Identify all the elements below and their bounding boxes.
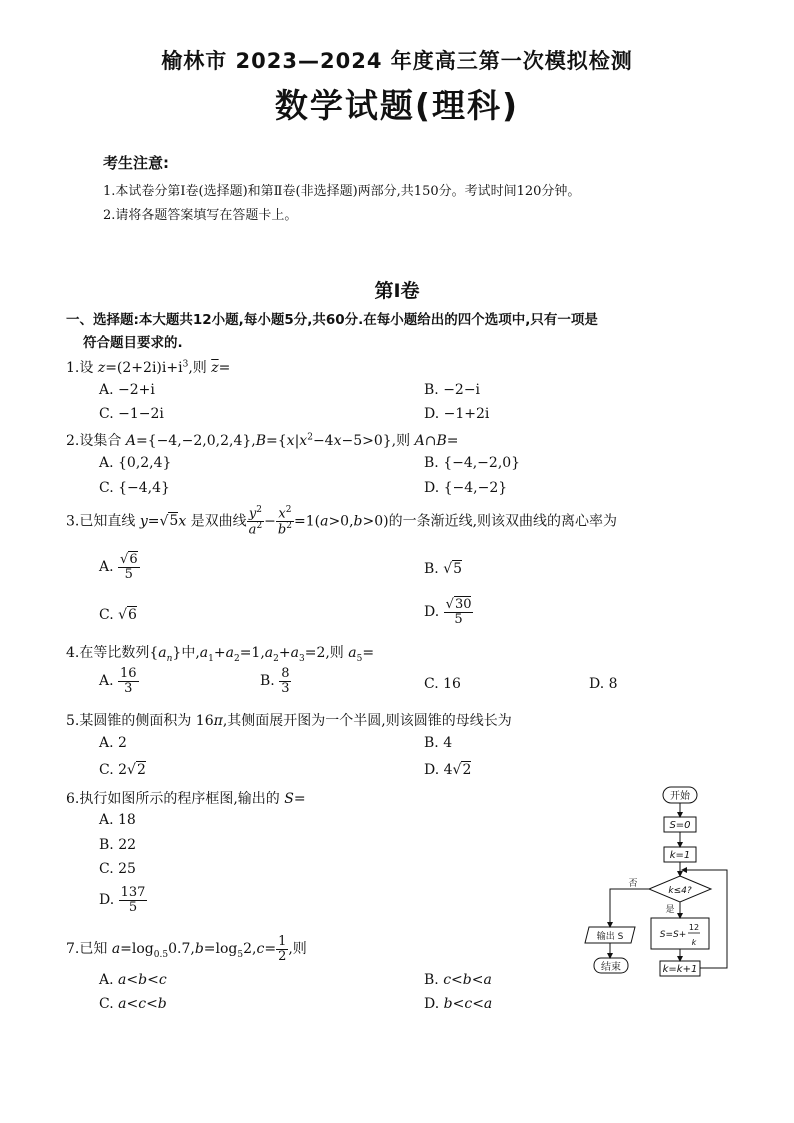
flow-start-label: 开始 bbox=[670, 791, 690, 802]
q1-option-b: B. −2−i bbox=[424, 382, 481, 398]
q3-option-c: C. √6 bbox=[99, 607, 137, 623]
volume-heading: 第Ⅰ卷 bbox=[374, 280, 420, 302]
note-item-1: 1.本试卷分第Ⅰ卷(选择题)和第Ⅱ卷(非选择题)两部分,共150分。考试时间120分钟。 bbox=[103, 184, 581, 199]
exam-title-line2: 数学试题(理科) bbox=[274, 86, 520, 125]
question-7: 7.已知 $a=\log_{0.5}0.7,b=\log_52,c=$ $\frac{1}{2}$ ,则 bbox=[66, 934, 307, 964]
q6-option-c: C. 25 bbox=[99, 861, 136, 877]
q3-option-a: A. $\frac{√6}{5}$ bbox=[99, 552, 138, 582]
flow-no-label: 否 bbox=[628, 879, 638, 889]
flow-init-s-label: S=0 bbox=[669, 820, 691, 831]
flow-update-k-label: k=k+1 bbox=[662, 964, 698, 975]
q5-option-b: B. 4 bbox=[424, 735, 453, 751]
flow-yes-label: 是 bbox=[665, 905, 675, 915]
q7-option-a: A. a<b<c bbox=[99, 972, 167, 988]
q6-option-b: B. 22 bbox=[99, 837, 137, 853]
flow-update-denominator: k bbox=[691, 938, 697, 947]
note-item-2: 2.请将各题答案填写在答题卡上。 bbox=[103, 208, 298, 223]
question-3: 3.已知直线 y=√5x 是双曲线 $\frac{y^2}{a^2}$ − $\frac{x^2}{b^2}$ =1(a>0,b>0)的一条渐近线,则该双曲线的离心率为 bbox=[66, 505, 618, 538]
flow-update-s-label: S=S+ bbox=[659, 930, 687, 940]
question-6: 6.执行如图所示的程序框图,输出的 S= bbox=[66, 791, 306, 807]
q3-option-b: B. √5 bbox=[424, 561, 463, 577]
q6-option-d: D. $\frac{137}{5}$ bbox=[99, 885, 146, 915]
flow-end-label: 结束 bbox=[601, 962, 621, 973]
question-5: 5.某圆锥的侧面积为 16π,其侧面展开图为一个半圆,则该圆锥的母线长为 bbox=[66, 713, 512, 729]
q5-option-a: A. 2 bbox=[99, 735, 127, 751]
flow-output-label: 输出 S bbox=[596, 932, 624, 942]
question-2: 2.设集合 $A=\{-4,-2,0,2,4\},B=\{x|x^2-4x-5>0\}$,则 A∩B= bbox=[66, 432, 459, 449]
q5-option-d: D. 4√2 bbox=[424, 762, 472, 778]
q3-option-d: D. $\frac{√30}{5}$ bbox=[424, 597, 472, 627]
q4-option-b: B. $\frac{8}{3}$ bbox=[260, 666, 290, 696]
q2-option-d: D. {−4,−2} bbox=[424, 480, 508, 496]
question-1: 1.设 $z=(2+2i)i+i^3$,则 $\overline{z}=$ bbox=[66, 359, 231, 376]
notes-heading: 考生注意: bbox=[103, 154, 169, 172]
q4-option-c: C. 16 bbox=[424, 676, 461, 692]
program-flowchart bbox=[578, 782, 748, 992]
question-4: 4.在等比数列$\{a_n\}$中$,a_1+a_2=1,a_2+a_3=2$,则 $a_5=$ bbox=[66, 645, 375, 664]
q7-option-c: C. a<c<b bbox=[99, 996, 167, 1012]
q1-option-a: A. −2+i bbox=[99, 382, 155, 398]
q2-option-b: B. {−4,−2,0} bbox=[424, 455, 521, 471]
q6-option-a: A. 18 bbox=[99, 812, 136, 828]
q2-option-a: A. {0,2,4} bbox=[99, 455, 172, 471]
q7-option-d: D. b<c<a bbox=[424, 996, 493, 1012]
q1-option-d: D. −1+2i bbox=[424, 406, 490, 422]
q2-option-c: C. {−4,4} bbox=[99, 480, 170, 496]
flow-init-k-label: k=1 bbox=[669, 850, 691, 861]
q4-option-d: D. 8 bbox=[589, 676, 618, 692]
flow-update-numerator: 12 bbox=[688, 923, 700, 932]
q6-stem: 6.执行如图所示的程序框图,输出的 bbox=[66, 791, 280, 807]
q4-option-a: A. $\frac{16}{3}$ bbox=[99, 666, 137, 696]
q1-option-c: C. −1−2i bbox=[99, 406, 164, 422]
flow-condition-label: k≤4? bbox=[668, 886, 692, 896]
exam-title-line1: 榆林市 2023—2024 年度高三第一次模拟检测 bbox=[161, 49, 633, 73]
q7-option-b: B. c<b<a bbox=[424, 972, 492, 988]
section-instruction-1: 一、选择题:本大题共12小题,每小题5分,共60分.在每小题给出的四个选项中,只有一项是 bbox=[66, 312, 598, 328]
q5-option-c: C. 2√2 bbox=[99, 762, 146, 778]
section-instruction-2: 符合题目要求的. bbox=[83, 335, 183, 351]
